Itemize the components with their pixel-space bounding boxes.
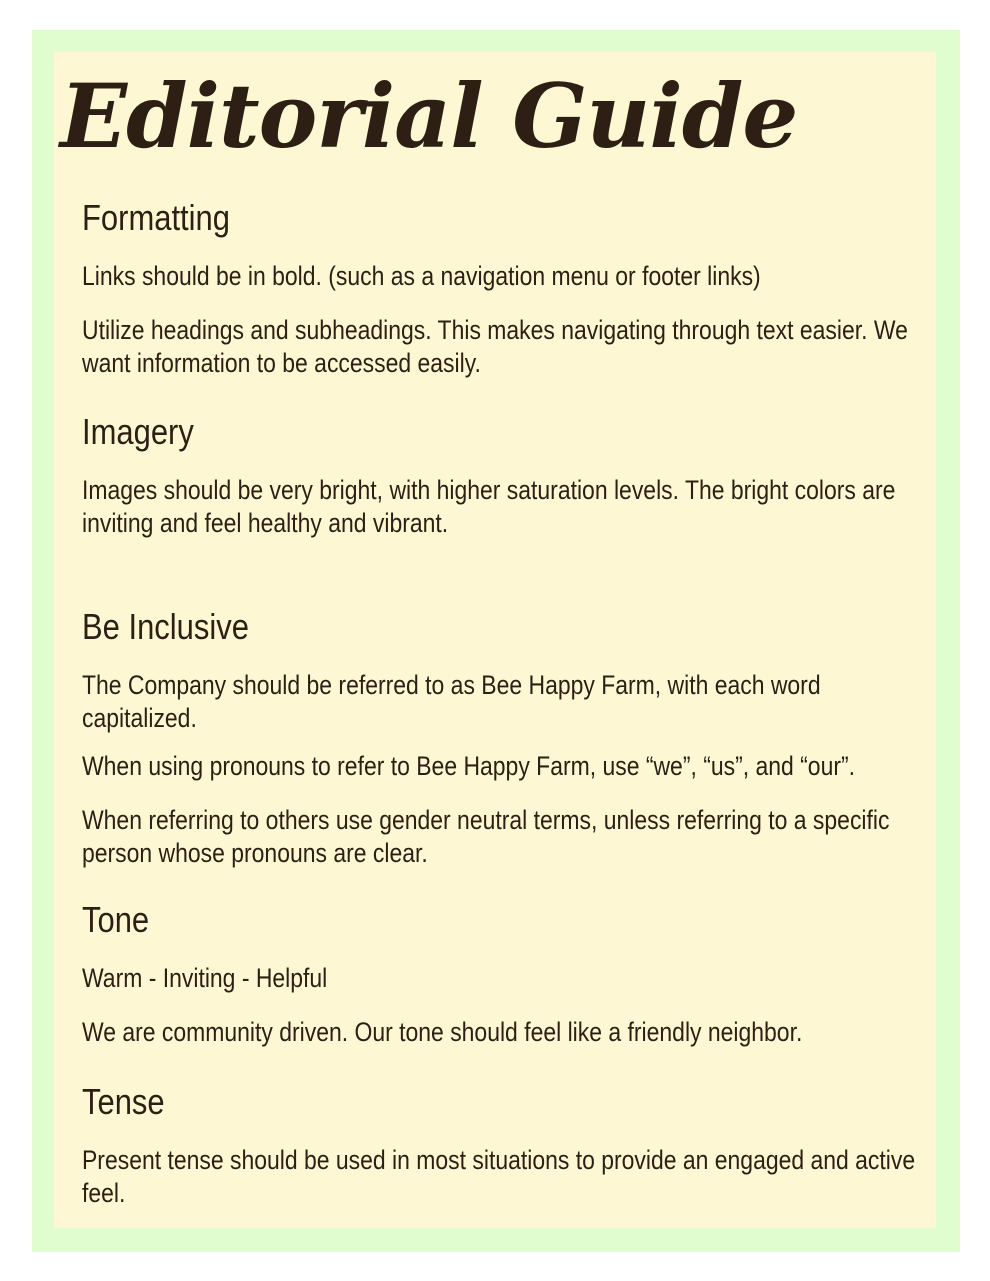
heading-tone: Tone: [82, 899, 150, 940]
page-border: [32, 30, 960, 1252]
content-panel: [54, 52, 936, 1228]
page-title: Editorial Guide: [60, 64, 798, 168]
tone-keywords: Warm - Inviting - Helpful: [82, 963, 328, 993]
heading-tense: Tense: [82, 1081, 165, 1122]
formatting-paragraph-headings: Utilize headings and subheadings. This makes navigating through text easier. We want information to be accessed easily.: [82, 315, 908, 378]
tone-paragraph: We are community driven. Our tone should feel like a friendly neighbor.: [82, 1017, 803, 1047]
inclusive-paragraph-company-name: The Company should be referred to as Bee Happy Farm, with each word capitalized.: [82, 670, 821, 733]
inclusive-paragraph-gender-neutral: When referring to others use gender neutral terms, unless referring to a specific person whose pronouns are clear.: [82, 805, 890, 868]
tense-paragraph: Present tense should be used in most situations to provide an engaged and active feel.: [82, 1145, 916, 1208]
heading-imagery: Imagery: [82, 411, 194, 452]
imagery-paragraph: Images should be very bright, with higher saturation levels. The bright colors are inviting and feel healthy and vibrant.: [82, 475, 896, 538]
heading-formatting: Formatting: [82, 197, 230, 238]
formatting-paragraph-links: Links should be in bold. (such as a navigation menu or footer links): [82, 261, 761, 291]
inclusive-paragraph-pronouns: When using pronouns to refer to Bee Happy Farm, use “we”, “us”, and “our”.: [82, 751, 855, 781]
heading-be-inclusive: Be Inclusive: [82, 606, 249, 647]
